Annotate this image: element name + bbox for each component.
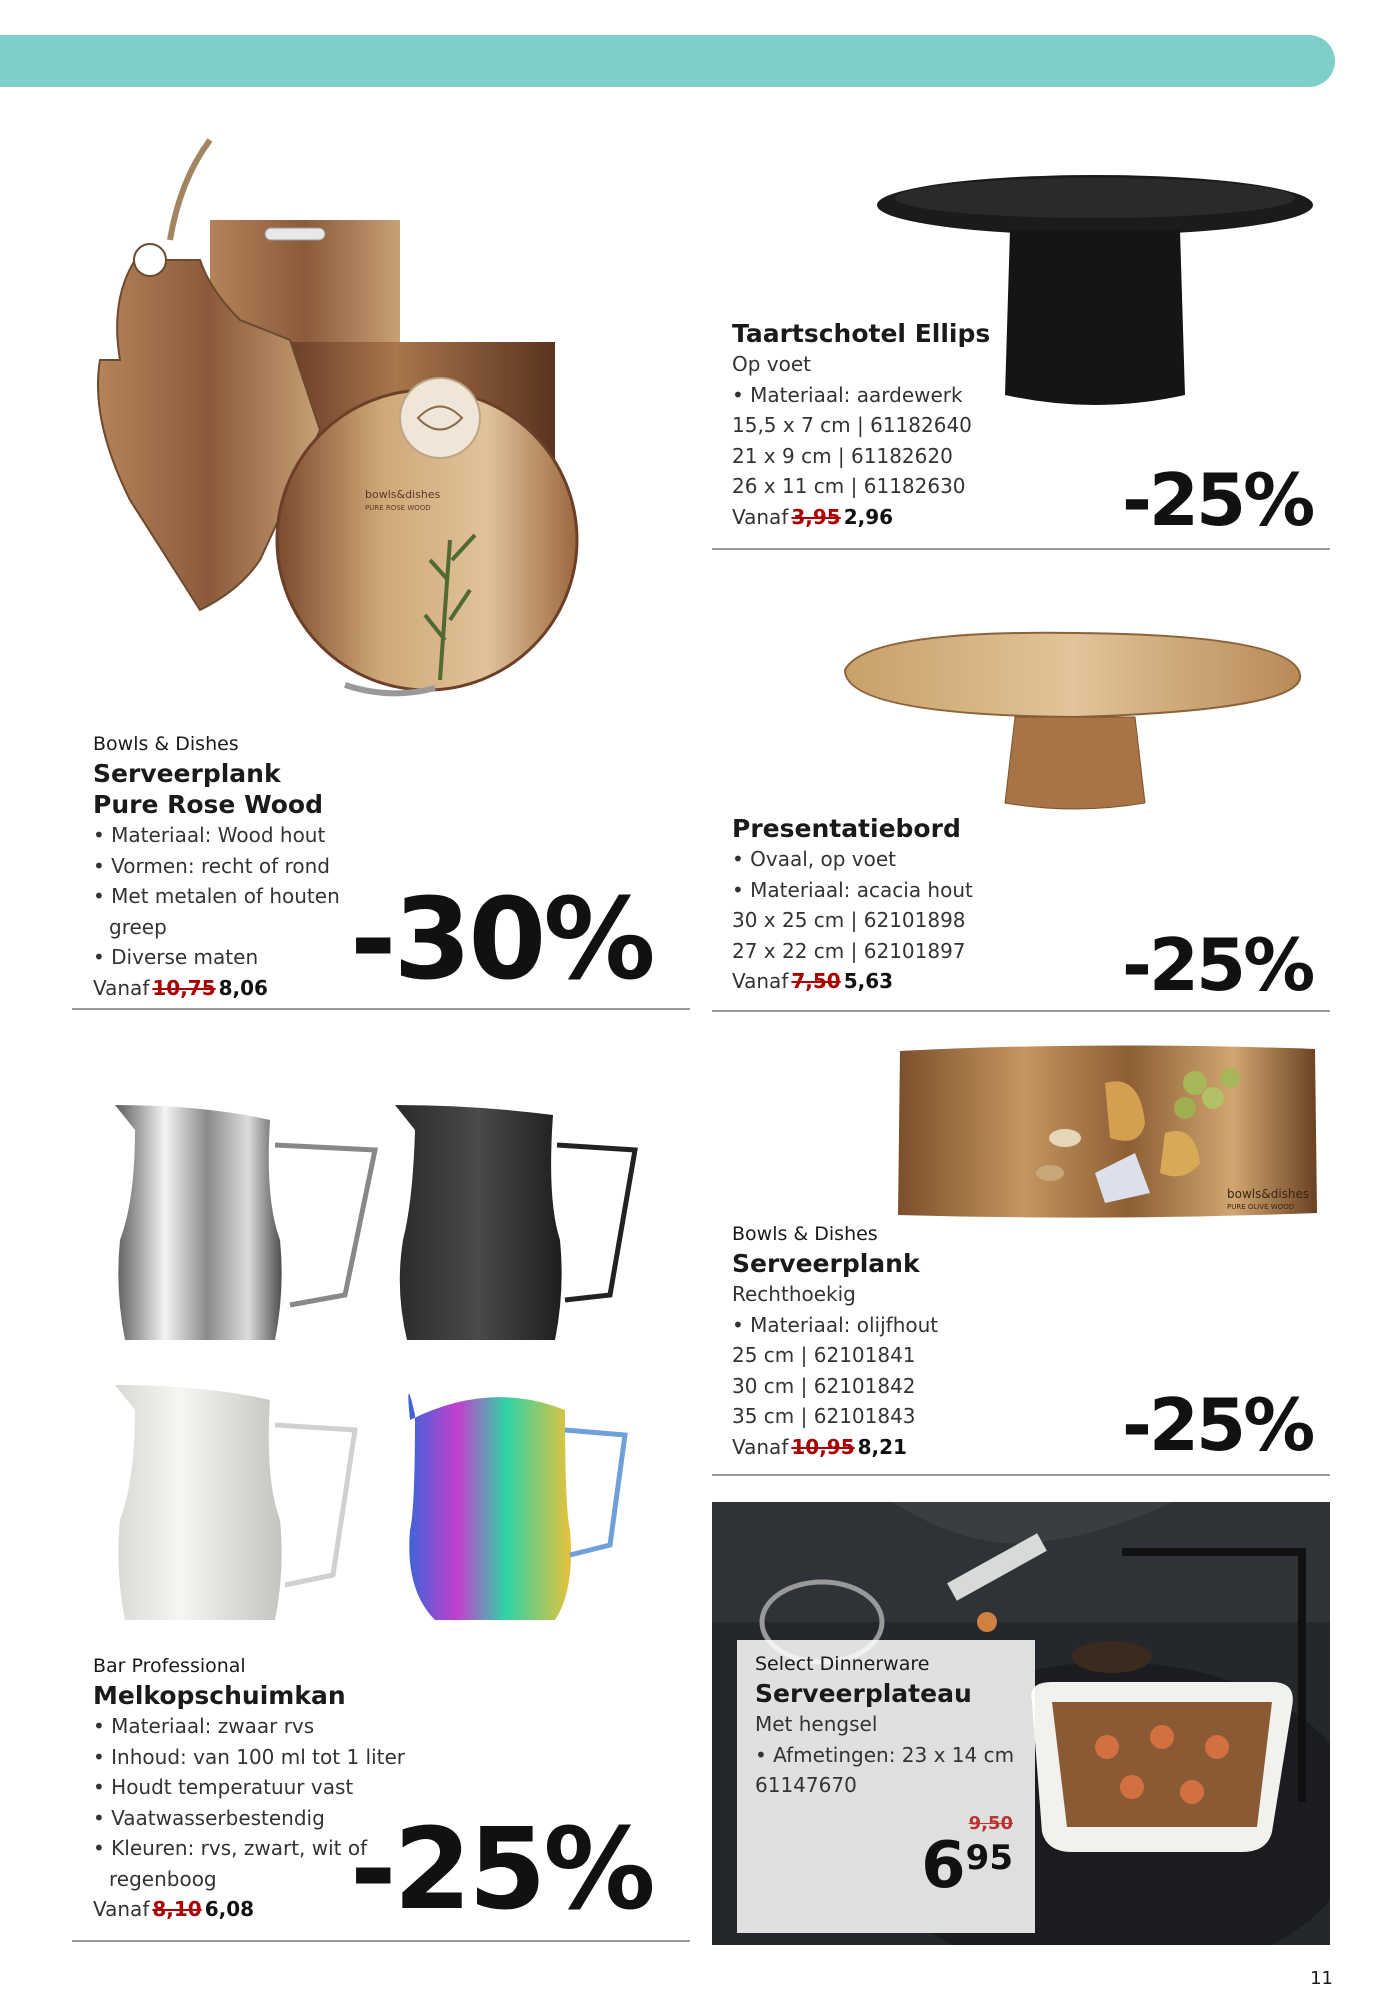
new-price: 6,08 — [204, 1897, 255, 1921]
new-price: 8,21 — [857, 1434, 907, 1459]
price-cents: 95 — [965, 1838, 1013, 1878]
wooden-cake-stand-photo — [835, 625, 1310, 815]
rose-wood-bullet: • Met metalen of houten greep — [93, 881, 353, 942]
taartschotel-title: Taartschotel Ellips — [732, 319, 991, 348]
olijfplank-size: 25 cm | 62101841 — [732, 1343, 916, 1367]
melkopschuimkan-brand: Bar Professional — [93, 1655, 246, 1677]
rose-wood-price — [93, 973, 353, 1003]
serveerplateau-bullet: • Afmetingen: 23 x 14 cm — [755, 1740, 1025, 1771]
serveerplateau-subtitle: Met hengsel — [755, 1712, 878, 1736]
presentatiebord-price — [732, 966, 1062, 996]
board-logo-text: bowls&dishes — [365, 488, 441, 501]
header-accent-bar — [0, 35, 1335, 87]
page-number: 11 — [1310, 1968, 1333, 1989]
taartschotel-size: 21 x 9 cm | 61182620 — [732, 443, 953, 468]
rose-wood-text — [93, 730, 353, 1003]
taartschotel-bullet: • Materiaal: aardewerk — [732, 380, 1062, 411]
new-price: 5,63 — [843, 969, 894, 993]
taartschotel-price — [732, 502, 1062, 532]
rose-wood-bullet: • Vormen: recht of rond — [93, 851, 353, 882]
separator — [72, 1940, 690, 1942]
old-price: 10,75 — [152, 975, 216, 1000]
melkopschuimkan-bullet: • Houdt temperatuur vast — [93, 1772, 423, 1803]
old-price: 7,50 — [791, 969, 841, 993]
olijfplank-text — [732, 1220, 1062, 1462]
rose-wood-boards-photo — [90, 120, 650, 760]
taartschotel-text — [732, 318, 1062, 532]
separator — [712, 1010, 1330, 1012]
presentatiebord-text — [732, 813, 1062, 996]
presentatiebord-size: 30 x 25 cm | 62101898 — [732, 908, 966, 932]
milk-jugs-photo — [105, 1090, 665, 1650]
new-price: 2,96 — [843, 504, 894, 529]
olijfplank-title: Serveerplank — [732, 1249, 920, 1278]
olijfplank-size: 30 cm | 62101842 — [732, 1373, 916, 1398]
olive-logo-text: bowls&dishes — [1227, 1187, 1310, 1201]
olijfplank-brand: Bowls & Dishes — [732, 1223, 878, 1245]
melkopschuimkan-title: Melkopschuimkan — [93, 1681, 346, 1710]
olijfplank-bullet: • Materiaal: olijfhout — [732, 1310, 1062, 1341]
melkopschuimkan-discount: -25% — [350, 1805, 653, 1935]
rose-wood-bullet: • Materiaal: Wood hout — [93, 820, 353, 851]
melkopschuimkan-bullet: • Vaatwasserbestendig — [93, 1803, 423, 1834]
melkopschuimkan-bullet: • Inhoud: van 100 ml tot 1 liter — [93, 1742, 423, 1773]
olijfplank-size: 35 cm | 62101843 — [732, 1404, 916, 1428]
separator — [72, 1008, 690, 1010]
presentatiebord-bullet: • Ovaal, op voet — [732, 844, 1062, 875]
presentatiebord-title: Presentatiebord — [732, 814, 961, 843]
olijfplank-discount: -25% — [1122, 1383, 1313, 1467]
serveerplateau-old-price: 9,50 — [968, 1813, 1013, 1834]
taartschotel-subtitle: Op voet — [732, 352, 812, 376]
taartschotel-discount: -25% — [1122, 458, 1313, 542]
olijfplank-price — [732, 1432, 1062, 1462]
taartschotel-size: 15,5 x 7 cm | 61182640 — [732, 413, 972, 437]
melkopschuimkan-bullet: • Kleuren: rvs, zwart, wit of regenboog — [93, 1833, 369, 1894]
old-price: 8,10 — [152, 1897, 202, 1921]
olijfplank-subtitle: Rechthoekig — [732, 1282, 856, 1306]
rose-wood-brand: Bowls & Dishes — [93, 733, 239, 755]
olive-board-photo — [895, 1043, 1320, 1220]
new-price: 8,06 — [218, 975, 268, 1000]
olive-logo-subtext: PURE OLIVE WOOD — [1227, 1203, 1295, 1211]
taartschotel-size: 26 x 11 cm | 61182630 — [732, 474, 966, 498]
price-prefix: Vanaf — [93, 975, 150, 1000]
serveerplateau-code: 61147670 — [755, 1773, 857, 1797]
rose-wood-bullet: • Diverse maten — [93, 942, 353, 973]
price-prefix: Vanaf — [732, 969, 789, 993]
presentatiebord-bullet: • Materiaal: acacia hout — [732, 875, 1062, 906]
rose-wood-title-1: Serveerplank — [93, 759, 281, 788]
serveerplateau-info-panel — [737, 1640, 1035, 1933]
separator — [712, 548, 1330, 550]
serveerplateau-title: Serveerplateau — [755, 1679, 972, 1708]
old-price: 3,95 — [791, 504, 841, 529]
board-logo-subtext: PURE ROSE WOOD — [365, 504, 431, 512]
rose-wood-discount: -30% — [350, 875, 653, 1005]
price-prefix: Vanaf — [93, 1897, 150, 1921]
serveerplateau-brand: Select Dinnerware — [755, 1653, 930, 1675]
melkopschuimkan-bullet: • Materiaal: zwaar rvs — [93, 1711, 423, 1742]
separator — [712, 1474, 1330, 1476]
rose-wood-title-2: Pure Rose Wood — [93, 790, 324, 819]
serveerplateau-new-price — [921, 1830, 1013, 1902]
price-prefix: Vanaf — [732, 504, 789, 529]
price-main: 6 — [921, 1829, 966, 1903]
presentatiebord-size: 27 x 22 cm | 62101897 — [732, 938, 966, 963]
price-prefix: Vanaf — [732, 1434, 789, 1459]
old-price: 10,95 — [791, 1434, 855, 1459]
presentatiebord-discount: -25% — [1122, 923, 1313, 1007]
